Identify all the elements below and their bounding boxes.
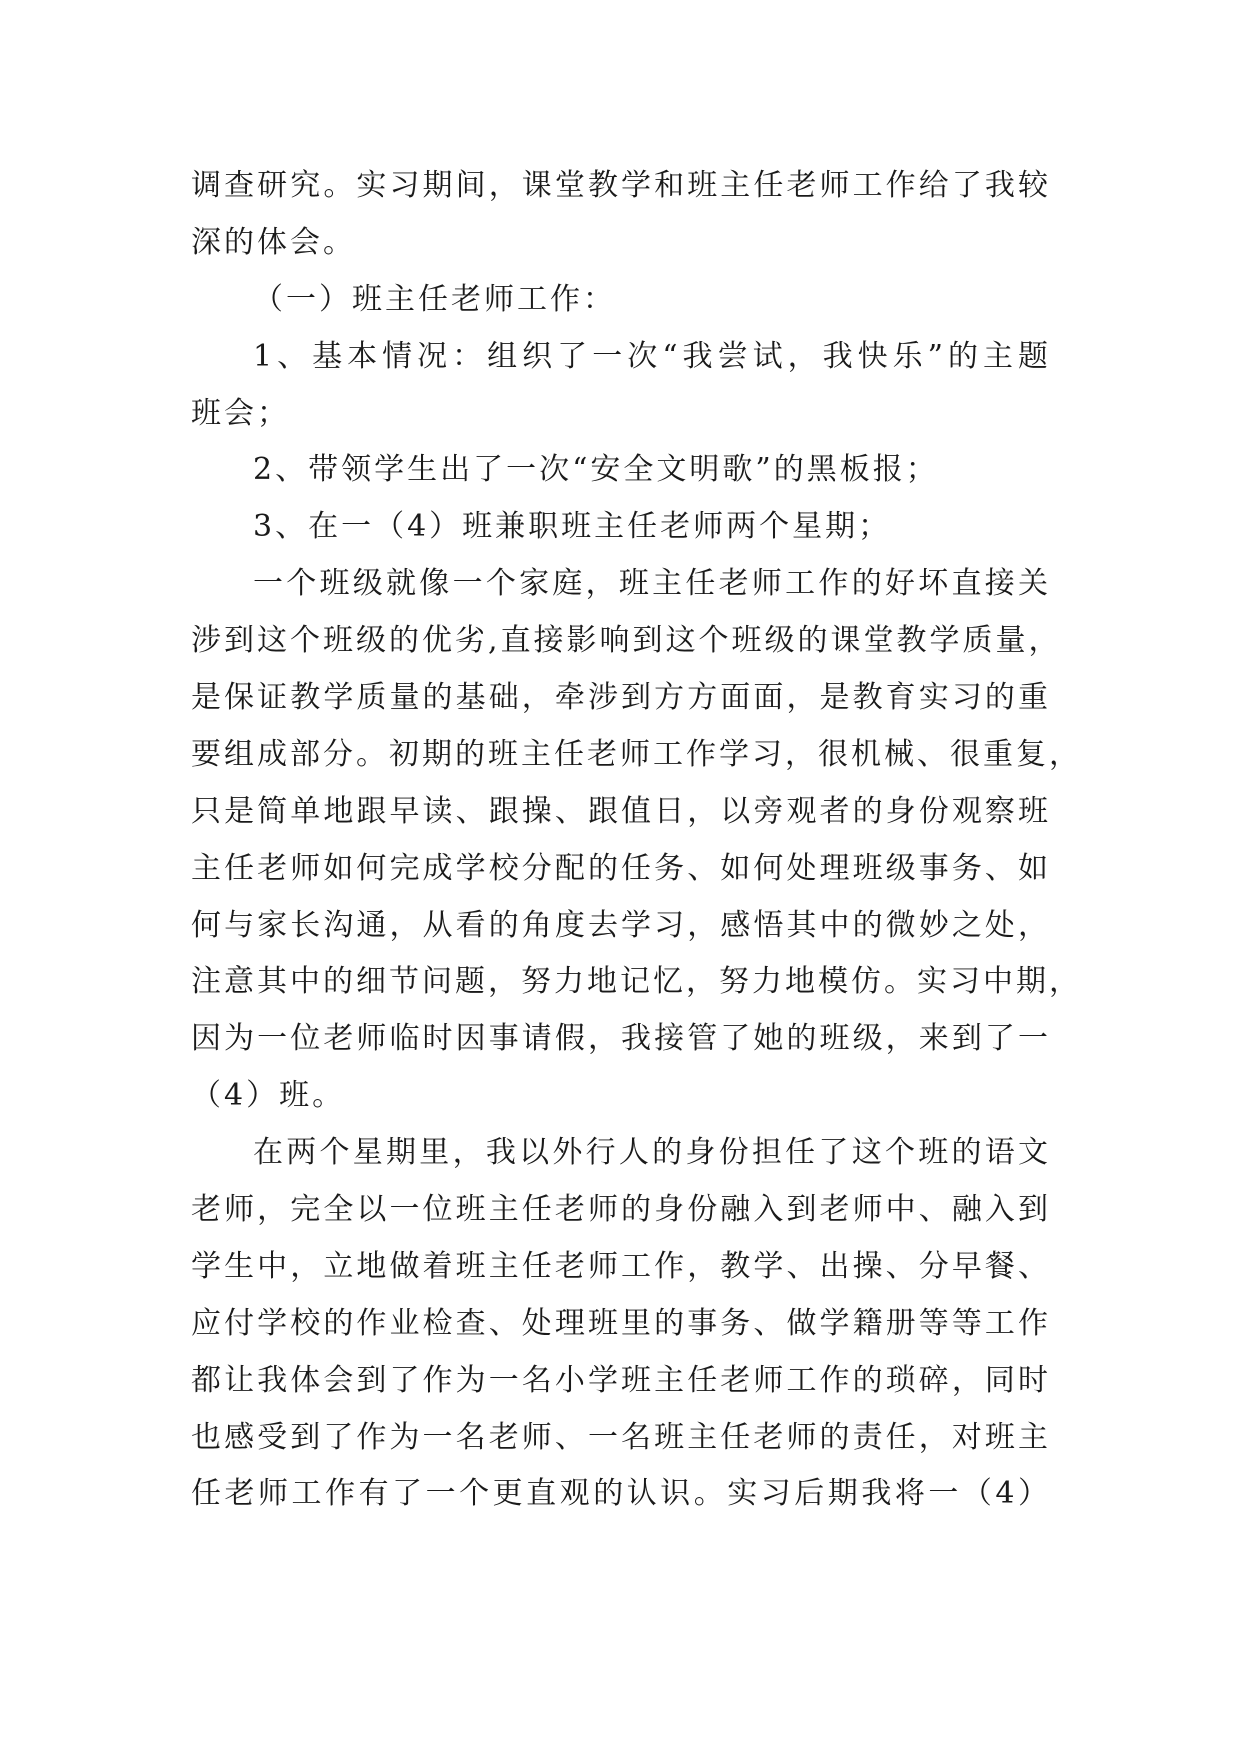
text-line: 应付学校的作业检查、处理班里的事务、做学籍册等等工作 bbox=[191, 1305, 1051, 1341]
text-line: 学生中，立地做着班主任老师工作，教学、出操、分早餐、 bbox=[191, 1248, 1051, 1284]
text-line: 调查研究。实习期间，课堂教学和班主任老师工作给了我较 bbox=[191, 168, 1051, 203]
text-line: 2、带领学生出了一次“安全文明歌”的黑板报； bbox=[253, 452, 939, 488]
text-line: 注意其中的细节问题，努力地记忆，努力地模仿。实习中期， bbox=[191, 964, 1082, 1000]
text-line: 老师，完全以一位班主任老师的身份融入到老师中、融入到 bbox=[191, 1192, 1051, 1228]
text-line: 是保证教学质量的基础，牵涉到方方面面，是教育实习的重 bbox=[191, 680, 1051, 716]
text-line: 只是简单地跟早读、跟操、跟值日，以旁观者的身份观察班 bbox=[191, 793, 1051, 829]
text-line: 3、在一（4）班兼职班主任老师两个星期； bbox=[253, 509, 892, 545]
text-line: 深的体会。 bbox=[191, 224, 356, 260]
text-line: 也感受到了作为一名老师、一名班主任老师的责任，对班主 bbox=[191, 1419, 1051, 1455]
text-line: 1、基本情况：组织了一次“我尝试，我快乐”的主题 bbox=[253, 338, 1051, 374]
text-line: 都让我体会到了作为一名小学班主任老师工作的琐碎，同时 bbox=[191, 1362, 1051, 1398]
text-line: 任老师工作有了一个更直观的认识。实习后期我将一（4） bbox=[191, 1476, 1051, 1512]
text-line: （4）班。 bbox=[191, 1078, 346, 1114]
text-line: 要组成部分。初期的班主任老师工作学习，很机械、很重复， bbox=[191, 736, 1082, 772]
text-line: （一）班主任老师工作： bbox=[253, 281, 616, 317]
text-line: 因为一位老师临时因事请假，我接管了她的班级，来到了一 bbox=[191, 1021, 1051, 1057]
text-line: 主任老师如何完成学校分配的任务、如何处理班级事务、如 bbox=[191, 850, 1051, 886]
text-line: 涉到这个班级的优劣,直接影响到这个班级的课堂教学质量， bbox=[191, 623, 1062, 659]
body-text bbox=[191, 158, 1082, 1523]
text-line: 何与家长沟通，从看的角度去学习，感悟其中的微妙之处， bbox=[191, 907, 1051, 943]
text-line: 班会； bbox=[191, 395, 290, 431]
text-line: 一个班级就像一个家庭，班主任老师工作的好坏直接关 bbox=[253, 566, 1051, 602]
text-line: 在两个星期里，我以外行人的身份担任了这个班的语文 bbox=[253, 1135, 1051, 1171]
